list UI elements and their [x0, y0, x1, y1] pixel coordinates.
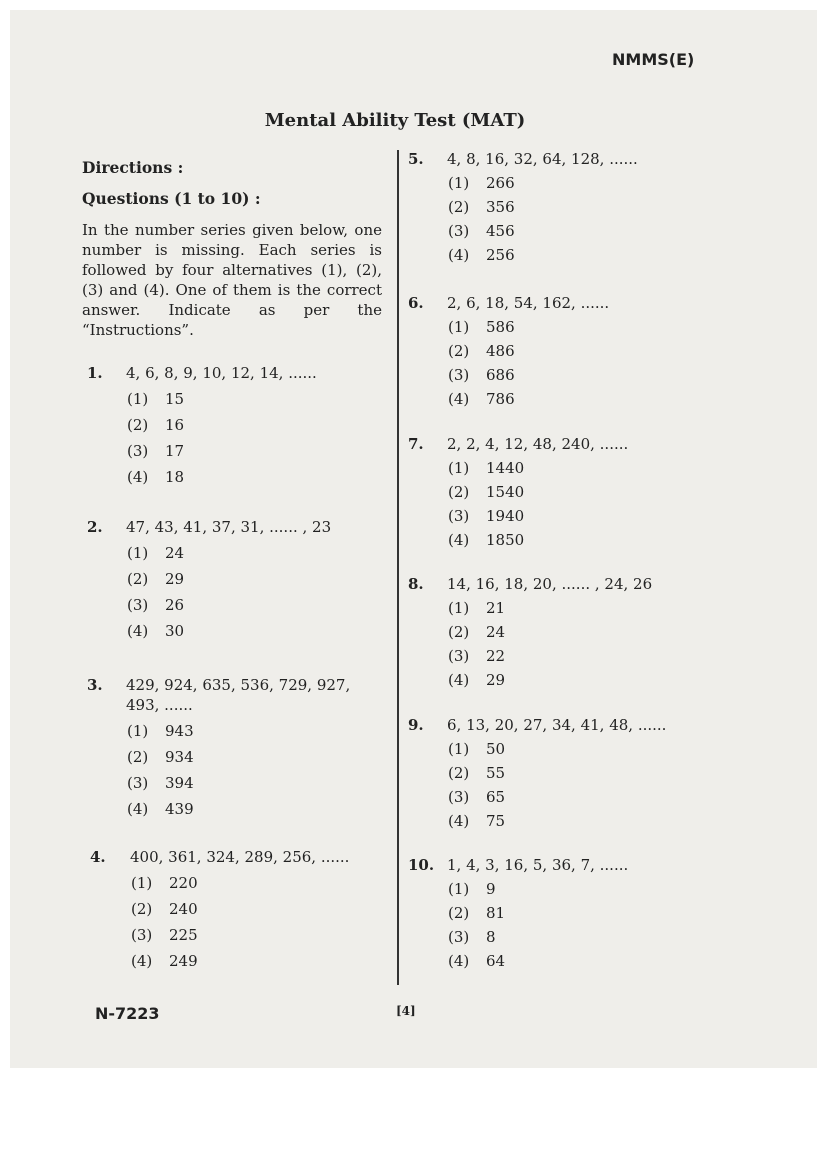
question-number: 5.: [408, 150, 424, 168]
option-label: (1): [127, 722, 149, 740]
option-value: 934: [165, 748, 194, 766]
option-label: (1): [448, 174, 470, 192]
option-value: 9: [486, 880, 496, 898]
answer-option: [131, 952, 198, 970]
answer-option: [448, 366, 515, 384]
option-label: (4): [127, 468, 149, 486]
answer-option: [127, 622, 184, 640]
answer-option: [127, 544, 184, 562]
answer-option: [448, 647, 505, 665]
option-label: (3): [448, 928, 470, 946]
option-label: (1): [448, 880, 470, 898]
option-value: 586: [486, 318, 515, 336]
question-series: 2, 6, 18, 54, 162, ......: [447, 294, 610, 312]
question-series: 4, 8, 16, 32, 64, 128, ......: [447, 150, 638, 168]
questions-range-label: Questions (1 to 10) :: [82, 189, 261, 208]
question-series: 6, 13, 20, 27, 34, 41, 48, ......: [447, 716, 667, 734]
question-series: 400, 361, 324, 289, 256, ......: [130, 848, 350, 866]
answer-option: [448, 246, 515, 264]
question-number: 6.: [408, 294, 424, 312]
option-value: 64: [486, 952, 506, 970]
option-label: (3): [127, 774, 149, 792]
question-series: 14, 16, 18, 20, ...... , 24, 26: [447, 575, 653, 593]
answer-option: [448, 599, 505, 617]
option-value: 21: [486, 599, 506, 617]
option-label: (1): [127, 390, 149, 408]
option-label: (4): [448, 671, 470, 689]
option-label: (3): [448, 647, 470, 665]
option-label: (2): [448, 342, 470, 360]
question-series: 4, 6, 8, 9, 10, 12, 14, ......: [126, 364, 317, 382]
paper-code-footer: N-7223: [95, 1004, 160, 1023]
option-value: 256: [486, 246, 515, 264]
option-value: 26: [165, 596, 185, 614]
option-value: 249: [169, 952, 198, 970]
option-label: (4): [448, 952, 470, 970]
answer-option: [448, 483, 524, 501]
option-label: (3): [131, 926, 153, 944]
option-label: (2): [448, 623, 470, 641]
answer-option: [448, 459, 524, 477]
answer-option: [448, 342, 515, 360]
option-label: (4): [448, 531, 470, 549]
answer-option: [127, 800, 194, 818]
answer-option: [448, 318, 515, 336]
option-value: 24: [165, 544, 185, 562]
option-value: 24: [486, 623, 506, 641]
question-number: 10.: [408, 856, 435, 874]
option-value: 1850: [486, 531, 525, 549]
answer-option: [448, 764, 505, 782]
answer-option: [131, 900, 198, 918]
answer-option: [127, 442, 184, 460]
option-label: (3): [127, 596, 149, 614]
answer-option: [448, 222, 515, 240]
answer-option: [448, 390, 515, 408]
answer-option: [131, 926, 198, 944]
option-label: (2): [448, 764, 470, 782]
option-label: (4): [127, 622, 149, 640]
option-label: (4): [448, 246, 470, 264]
option-value: 456: [486, 222, 515, 240]
answer-option: [127, 722, 194, 740]
answer-option: [131, 874, 198, 892]
question-series: 47, 43, 41, 37, 31, ...... , 23: [126, 518, 332, 536]
answer-option: [448, 880, 496, 898]
option-label: (2): [127, 416, 149, 434]
question-number: 4.: [90, 848, 106, 866]
option-label: (4): [127, 800, 149, 818]
answer-option: [448, 507, 524, 525]
option-label: (1): [131, 874, 153, 892]
option-value: 55: [486, 764, 506, 782]
option-value: 225: [169, 926, 198, 944]
answer-option: [448, 812, 505, 830]
answer-option: [448, 198, 515, 216]
answer-option: [448, 928, 496, 946]
option-value: 786: [486, 390, 515, 408]
option-label: (2): [448, 198, 470, 216]
option-value: 1540: [486, 483, 525, 501]
option-label: (3): [448, 222, 470, 240]
option-label: (3): [448, 507, 470, 525]
question-number: 1.: [87, 364, 103, 382]
option-label: (2): [448, 483, 470, 501]
option-value: 81: [486, 904, 506, 922]
answer-option: [127, 390, 184, 408]
answer-option: [448, 788, 505, 806]
option-value: 65: [486, 788, 506, 806]
option-value: 1440: [486, 459, 525, 477]
option-value: 29: [165, 570, 185, 588]
option-label: (3): [127, 442, 149, 460]
option-label: (3): [448, 788, 470, 806]
answer-option: [127, 748, 194, 766]
question-series: 2, 2, 4, 12, 48, 240, ......: [447, 435, 629, 453]
question-number: 9.: [408, 716, 424, 734]
option-label: (2): [131, 900, 153, 918]
option-value: 220: [169, 874, 198, 892]
directions-label: Directions :: [82, 158, 184, 177]
option-label: (1): [127, 544, 149, 562]
option-value: 240: [169, 900, 198, 918]
answer-option: [127, 774, 194, 792]
option-value: 266: [486, 174, 515, 192]
option-label: (1): [448, 740, 470, 758]
question-series-continued: 493, ......: [126, 696, 193, 714]
option-value: 439: [165, 800, 194, 818]
answer-option: [448, 952, 505, 970]
answer-option: [448, 671, 505, 689]
exam-code-header: NMMS(E): [612, 50, 695, 69]
option-value: 356: [486, 198, 515, 216]
option-value: 394: [165, 774, 194, 792]
option-value: 15: [165, 390, 185, 408]
option-label: (1): [448, 318, 470, 336]
option-label: (1): [448, 459, 470, 477]
question-number: 2.: [87, 518, 103, 536]
option-value: 17: [165, 442, 185, 460]
answer-option: [448, 174, 515, 192]
answer-option: [448, 904, 505, 922]
option-label: (3): [448, 366, 470, 384]
option-value: 686: [486, 366, 515, 384]
option-label: (1): [448, 599, 470, 617]
option-value: 29: [486, 671, 506, 689]
option-value: 16: [165, 416, 185, 434]
answer-option: [448, 740, 505, 758]
question-number: 8.: [408, 575, 424, 593]
answer-option: [127, 416, 184, 434]
directions-text: In the number series given below, one number is missing. Each series is followed by four alternatives (1), (2), (3) and (4). One of them is the correct answer. Indicate as per the “Instructions”.: [82, 221, 382, 339]
option-label: (2): [127, 748, 149, 766]
answer-option: [127, 596, 184, 614]
option-value: 18: [165, 468, 185, 486]
option-value: 8: [486, 928, 496, 946]
option-value: 943: [165, 722, 194, 740]
option-value: 30: [165, 622, 185, 640]
question-series: 429, 924, 635, 536, 729, 927,: [126, 676, 351, 694]
option-value: 75: [486, 812, 506, 830]
option-value: 22: [486, 647, 506, 665]
question-series: 1, 4, 3, 16, 5, 36, 7, ......: [447, 856, 629, 874]
question-number: 3.: [87, 676, 103, 694]
option-value: 1940: [486, 507, 525, 525]
column-divider: [397, 150, 399, 985]
answer-option: [448, 531, 524, 549]
option-label: (4): [131, 952, 153, 970]
option-label: (4): [448, 812, 470, 830]
page-title: Mental Ability Test (MAT): [264, 110, 526, 131]
answer-option: [127, 468, 184, 486]
option-label: (2): [448, 904, 470, 922]
option-value: 50: [486, 740, 506, 758]
option-value: 486: [486, 342, 515, 360]
answer-option: [448, 623, 505, 641]
answer-option: [127, 570, 184, 588]
option-label: (2): [127, 570, 149, 588]
option-label: (4): [448, 390, 470, 408]
question-number: 7.: [408, 435, 424, 453]
page-number: [4]: [396, 1004, 416, 1018]
